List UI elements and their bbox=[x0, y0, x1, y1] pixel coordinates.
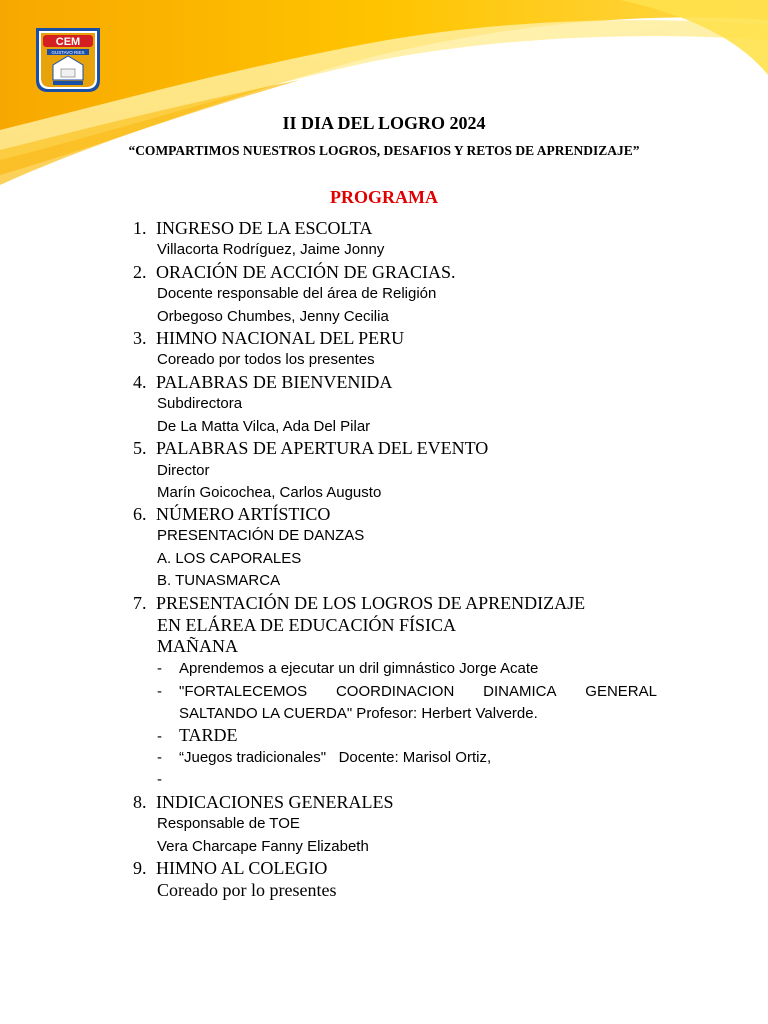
session-afternoon: TARDE bbox=[179, 725, 238, 745]
item-detail: Director bbox=[157, 462, 210, 479]
item-detail: Marín Goicochea, Carlos Augusto bbox=[157, 484, 382, 501]
item-number: 4. bbox=[133, 372, 147, 392]
item-title: PALABRAS DE APERTURA DEL EVENTO bbox=[156, 438, 489, 458]
item-number: 3. bbox=[133, 328, 147, 348]
item-detail: Vera Charcape Fanny Elizabeth bbox=[157, 838, 369, 855]
activity-text: “Juegos tradicionales" Docente: Marisol Ortiz, bbox=[179, 749, 492, 766]
item-title: INDICACIONES GENERALES bbox=[156, 792, 394, 812]
item-detail: Coreado por todos los presentes bbox=[157, 351, 375, 368]
item-detail: Responsable de TOE bbox=[157, 815, 300, 832]
program-item-2 bbox=[133, 261, 673, 283]
item-detail: PRESENTACIÓN DE DANZAS bbox=[157, 527, 365, 544]
logo-text: CEM bbox=[55, 36, 81, 48]
program-heading: PROGRAMA bbox=[330, 187, 438, 207]
school-crest-icon bbox=[33, 25, 103, 95]
word: DINAMICA bbox=[483, 683, 557, 700]
program-item-7 bbox=[133, 592, 673, 614]
program-item-9 bbox=[133, 857, 673, 879]
item-title: HIMNO AL COLEGIO bbox=[156, 858, 328, 878]
word: "FORTALECEMOS bbox=[179, 683, 308, 700]
dash-marker: - bbox=[157, 749, 162, 766]
yellow-wave-banner bbox=[0, 0, 768, 190]
logo-motto: GUSTAVO RIES bbox=[51, 50, 85, 55]
item-number: 8. bbox=[133, 792, 147, 812]
item-title: PRESENTACIÓN DE LOS LOGROS DE APRENDIZAJE bbox=[156, 593, 586, 613]
dash-marker: - bbox=[157, 771, 162, 788]
item-title: PALABRAS DE BIENVENIDA bbox=[156, 372, 393, 392]
item-detail: Subdirectora bbox=[157, 395, 243, 412]
item-number: 1. bbox=[133, 218, 147, 238]
item-title: HIMNO NACIONAL DEL PERU bbox=[156, 328, 405, 348]
session-morning: MAÑANA bbox=[157, 636, 238, 656]
item-detail: Docente responsable del área de Religión bbox=[157, 285, 437, 302]
program-item-3 bbox=[133, 327, 673, 349]
dash-marker: - bbox=[157, 683, 162, 700]
dash-marker: - bbox=[157, 728, 162, 745]
item-number: 9. bbox=[133, 858, 147, 878]
item-title-cont: EN ELÁREA DE EDUCACIÓN FÍSICA bbox=[157, 615, 456, 635]
item-title: NÚMERO ARTÍSTICO bbox=[156, 504, 331, 524]
program-item-5 bbox=[133, 437, 673, 459]
item-number: 7. bbox=[133, 593, 147, 613]
item-number: 6. bbox=[133, 504, 147, 524]
item-number: 2. bbox=[133, 262, 147, 282]
activity-text-cont: SALTANDO LA CUERDA" Profesor: Herbert Valverde. bbox=[179, 705, 538, 722]
item-title: INGRESO DE LA ESCOLTA bbox=[156, 218, 373, 238]
item-detail: De La Matta Vilca, Ada Del Pilar bbox=[157, 418, 371, 435]
program-item-8 bbox=[133, 791, 673, 813]
item-detail: Villacorta Rodríguez, Jaime Jonny bbox=[157, 241, 385, 258]
item-detail: Coreado por lo presentes bbox=[157, 880, 337, 900]
item-number: 5. bbox=[133, 438, 147, 458]
word: GENERAL bbox=[585, 683, 657, 700]
program-item-6 bbox=[133, 503, 673, 525]
document-subtitle: “COMPARTIMOS NUESTROS LOGROS, DESAFIOS Y RETOS DE APRENDIZAJE” bbox=[128, 143, 640, 158]
activity-text: Aprendemos a ejecutar un dril gimnástico Jorge Acate bbox=[179, 660, 539, 677]
item-detail: Orbegoso Chumbes, Jenny Cecilia bbox=[157, 308, 389, 325]
dance-b: B. TUNASMARCA bbox=[157, 572, 281, 589]
program-item-4 bbox=[133, 371, 673, 393]
program-item-1 bbox=[133, 217, 673, 239]
item-title: ORACIÓN DE ACCIÓN DE GRACIAS. bbox=[156, 262, 456, 282]
dash-marker: - bbox=[157, 660, 162, 677]
word: COORDINACION bbox=[335, 683, 455, 700]
activity-text-justified bbox=[179, 682, 657, 702]
dance-a: A. LOS CAPORALES bbox=[157, 550, 302, 567]
document-title: II DIA DEL LOGRO 2024 bbox=[282, 113, 486, 133]
